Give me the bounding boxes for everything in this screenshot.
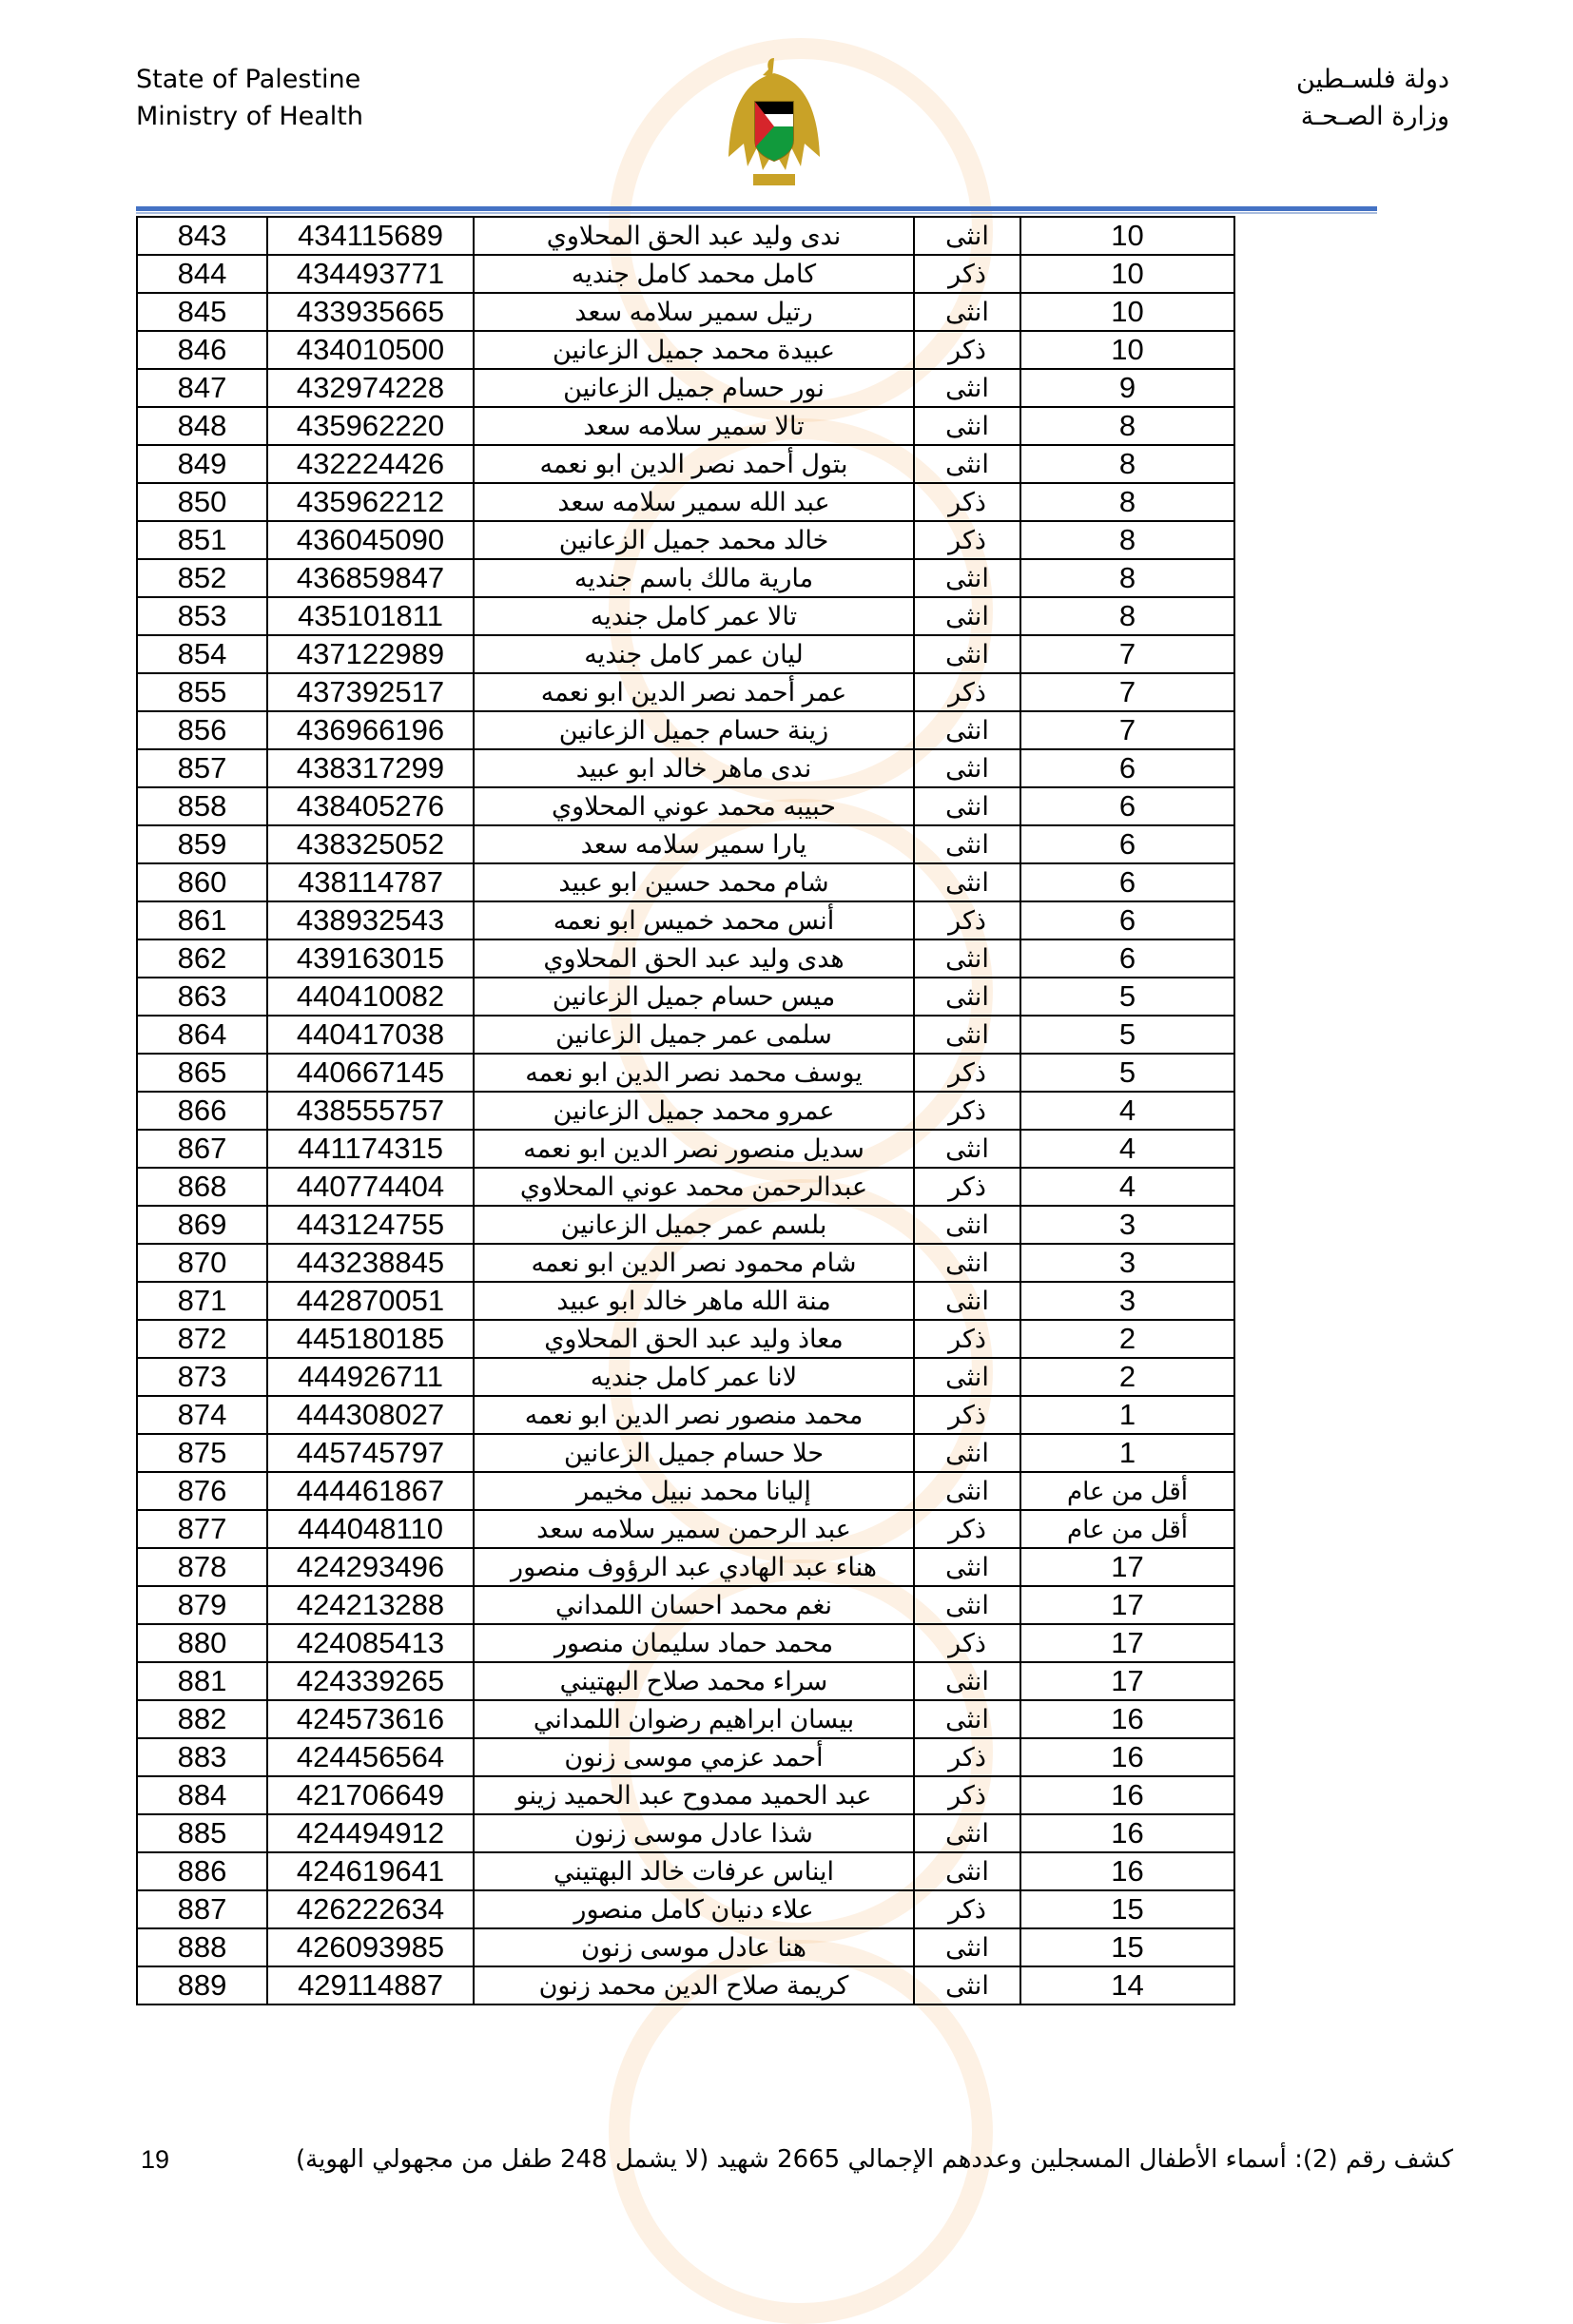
name-cell: شام محمد حسين ابو عبيد <box>474 863 914 901</box>
sex-cell: انثى <box>914 825 1020 863</box>
serial-number-cell: 863 <box>137 978 267 1016</box>
name-cell: عبد الحميد ممدوح عبد الحميد زينو <box>474 1776 914 1814</box>
age-cell: 10 <box>1020 255 1234 293</box>
table-row <box>137 901 1234 939</box>
table-row <box>137 1814 1234 1852</box>
serial-number-cell: 882 <box>137 1700 267 1738</box>
age-cell: 6 <box>1020 787 1234 825</box>
table-row <box>137 1624 1234 1662</box>
age-cell: 8 <box>1020 407 1234 445</box>
age-cell: 15 <box>1020 1928 1234 1966</box>
sex-cell: انثى <box>914 597 1020 635</box>
table-row <box>137 1700 1234 1738</box>
header-english <box>136 61 363 135</box>
table-row <box>137 1092 1234 1130</box>
id-number-cell: 438317299 <box>267 749 474 787</box>
sex-cell: انثى <box>914 939 1020 978</box>
id-number-cell: 424619641 <box>267 1852 474 1890</box>
table-row <box>137 1510 1234 1548</box>
id-number-cell: 434493771 <box>267 255 474 293</box>
name-cell: تالا سمير سلامه سعد <box>474 407 914 445</box>
name-cell: عبدالرحمن محمد عوني المحلاوي <box>474 1168 914 1206</box>
serial-number-cell: 873 <box>137 1358 267 1396</box>
sex-cell: انثى <box>914 1358 1020 1396</box>
serial-number-cell: 848 <box>137 407 267 445</box>
id-number-cell: 438932543 <box>267 901 474 939</box>
name-cell: عبد الرحمن سمير سلامه سعد <box>474 1510 914 1548</box>
serial-number-cell: 861 <box>137 901 267 939</box>
name-cell: كريمة صلاح الدين محمد زنون <box>474 1966 914 2004</box>
name-cell: تالا عمر كامل جنديه <box>474 597 914 635</box>
table-row <box>137 1130 1234 1168</box>
serial-number-cell: 855 <box>137 673 267 711</box>
name-cell: بيسان ابراهيم رضوان اللمداني <box>474 1700 914 1738</box>
serial-number-cell: 878 <box>137 1548 267 1586</box>
table-row <box>137 445 1234 483</box>
sex-cell: انثى <box>914 1852 1020 1890</box>
name-cell: بتول أحمد نصر الدين ابو نعمه <box>474 445 914 483</box>
sex-cell: ذكر <box>914 1092 1020 1130</box>
children-roster-table <box>136 216 1235 2005</box>
name-cell: هدى وليد عبد الحق المحلاوي <box>474 939 914 978</box>
name-cell: يارا سمير سلامه سعد <box>474 825 914 863</box>
roster-body <box>137 217 1234 2004</box>
table-row <box>137 331 1234 369</box>
serial-number-cell: 874 <box>137 1396 267 1434</box>
id-number-cell: 426093985 <box>267 1928 474 1966</box>
age-cell: 8 <box>1020 445 1234 483</box>
id-number-cell: 441174315 <box>267 1130 474 1168</box>
table-row <box>137 597 1234 635</box>
id-number-cell: 438405276 <box>267 787 474 825</box>
footer-note: كشف رقم (2): أسماء الأطفال المسجلين وعددهم الإجمالي 2665 شهيد (لا يشمل 248 طفل من مجهولي الهوية) <box>296 2145 1453 2174</box>
name-cell: منة الله ماهر خالد ابو عبيد <box>474 1282 914 1320</box>
name-cell: هنا عادل موسى زنون <box>474 1928 914 1966</box>
sex-cell: انثى <box>914 445 1020 483</box>
name-cell: أنس محمد خميس ابو نعمه <box>474 901 914 939</box>
id-number-cell: 429114887 <box>267 1966 474 2004</box>
sex-cell: انثى <box>914 293 1020 331</box>
sex-cell: ذكر <box>914 1396 1020 1434</box>
table-row <box>137 1890 1234 1928</box>
name-cell: شذا عادل موسى زنون <box>474 1814 914 1852</box>
age-cell: 8 <box>1020 559 1234 597</box>
table-row <box>137 1434 1234 1472</box>
age-cell: 16 <box>1020 1852 1234 1890</box>
sex-cell: انثى <box>914 1586 1020 1624</box>
sex-cell: ذكر <box>914 521 1020 559</box>
name-cell: محمد حماد سليمان منصور <box>474 1624 914 1662</box>
serial-number-cell: 859 <box>137 825 267 863</box>
serial-number-cell: 884 <box>137 1776 267 1814</box>
age-cell: 4 <box>1020 1130 1234 1168</box>
age-cell: 1 <box>1020 1434 1234 1472</box>
age-cell: 6 <box>1020 825 1234 863</box>
header-divider <box>136 206 1377 211</box>
sex-cell: انثى <box>914 1700 1020 1738</box>
name-cell: هناء عبد الهادي عبد الرؤوف منصور <box>474 1548 914 1586</box>
table-row <box>137 749 1234 787</box>
table-row <box>137 1662 1234 1700</box>
name-cell: رتيل سمير سلامه سعد <box>474 293 914 331</box>
id-number-cell: 424494912 <box>267 1814 474 1852</box>
name-cell: ندى وليد عبد الحق المحلاوي <box>474 217 914 255</box>
sex-cell: انثى <box>914 1662 1020 1700</box>
age-cell: 17 <box>1020 1662 1234 1700</box>
serial-number-cell: 853 <box>137 597 267 635</box>
page-number: 19 <box>141 2145 170 2174</box>
sex-cell: انثى <box>914 217 1020 255</box>
sex-cell: انثى <box>914 1928 1020 1966</box>
id-number-cell: 424339265 <box>267 1662 474 1700</box>
age-cell: 7 <box>1020 711 1234 749</box>
table-row <box>137 711 1234 749</box>
sex-cell: انثى <box>914 863 1020 901</box>
age-cell: 16 <box>1020 1700 1234 1738</box>
age-cell: 17 <box>1020 1586 1234 1624</box>
table-row <box>137 369 1234 407</box>
sex-cell: ذكر <box>914 1320 1020 1358</box>
header-state: State of Palestine <box>136 65 361 94</box>
id-number-cell: 437122989 <box>267 635 474 673</box>
name-cell: سديل منصور نصر الدين ابو نعمه <box>474 1130 914 1168</box>
page-footer <box>136 2145 1453 2183</box>
table-row <box>137 673 1234 711</box>
age-cell: 6 <box>1020 863 1234 901</box>
table-row <box>137 1396 1234 1434</box>
age-cell: أقل من عام <box>1020 1510 1234 1548</box>
table-row <box>137 787 1234 825</box>
age-cell: 5 <box>1020 978 1234 1016</box>
table-row <box>137 293 1234 331</box>
serial-number-cell: 852 <box>137 559 267 597</box>
table-row <box>137 1282 1234 1320</box>
sex-cell: ذكر <box>914 1624 1020 1662</box>
header-divider-shadow <box>136 212 1377 214</box>
age-cell: 9 <box>1020 369 1234 407</box>
table-row <box>137 825 1234 863</box>
id-number-cell: 436859847 <box>267 559 474 597</box>
sex-cell: انثى <box>914 1472 1020 1510</box>
serial-number-cell: 885 <box>137 1814 267 1852</box>
age-cell: 6 <box>1020 901 1234 939</box>
id-number-cell: 443238845 <box>267 1244 474 1282</box>
sex-cell: ذكر <box>914 1510 1020 1548</box>
sex-cell: انثى <box>914 711 1020 749</box>
serial-number-cell: 845 <box>137 293 267 331</box>
serial-number-cell: 868 <box>137 1168 267 1206</box>
name-cell: نغم محمد احسان اللمداني <box>474 1586 914 1624</box>
id-number-cell: 424085413 <box>267 1624 474 1662</box>
table-row <box>137 1738 1234 1776</box>
sex-cell: انثى <box>914 559 1020 597</box>
serial-number-cell: 844 <box>137 255 267 293</box>
serial-number-cell: 865 <box>137 1054 267 1092</box>
id-number-cell: 444048110 <box>267 1510 474 1548</box>
sex-cell: انثى <box>914 787 1020 825</box>
name-cell: خالد محمد جميل الزعانين <box>474 521 914 559</box>
age-cell: 8 <box>1020 521 1234 559</box>
header-arabic <box>1164 61 1449 135</box>
serial-number-cell: 876 <box>137 1472 267 1510</box>
age-cell: 4 <box>1020 1092 1234 1130</box>
name-cell: زينة حسام جميل الزعانين <box>474 711 914 749</box>
table-row <box>137 1206 1234 1244</box>
id-number-cell: 438114787 <box>267 863 474 901</box>
age-cell: 7 <box>1020 673 1234 711</box>
id-number-cell: 440410082 <box>267 978 474 1016</box>
palestine-eagle-emblem-icon <box>725 52 824 195</box>
id-number-cell: 424573616 <box>267 1700 474 1738</box>
sex-cell: انثى <box>914 1814 1020 1852</box>
header-ministry: Ministry of Health <box>136 102 363 131</box>
id-number-cell: 444461867 <box>267 1472 474 1510</box>
age-cell: 8 <box>1020 483 1234 521</box>
id-number-cell: 444926711 <box>267 1358 474 1396</box>
id-number-cell: 437392517 <box>267 673 474 711</box>
id-number-cell: 439163015 <box>267 939 474 978</box>
age-cell: 7 <box>1020 635 1234 673</box>
name-cell: يوسف محمد نصر الدين ابو نعمه <box>474 1054 914 1092</box>
serial-number-cell: 849 <box>137 445 267 483</box>
sex-cell: انثى <box>914 407 1020 445</box>
sex-cell: انثى <box>914 1548 1020 1586</box>
table-row <box>137 1168 1234 1206</box>
id-number-cell: 433935665 <box>267 293 474 331</box>
age-cell: 16 <box>1020 1738 1234 1776</box>
age-cell: 10 <box>1020 331 1234 369</box>
id-number-cell: 435962220 <box>267 407 474 445</box>
name-cell: شام محمود نصر الدين ابو نعمه <box>474 1244 914 1282</box>
sex-cell: انثى <box>914 1244 1020 1282</box>
id-number-cell: 435101811 <box>267 597 474 635</box>
name-cell: ايناس عرفات خالد البهتيني <box>474 1852 914 1890</box>
serial-number-cell: 881 <box>137 1662 267 1700</box>
sex-cell: انثى <box>914 978 1020 1016</box>
id-number-cell: 440667145 <box>267 1054 474 1092</box>
table-row <box>137 1472 1234 1510</box>
age-cell: 17 <box>1020 1548 1234 1586</box>
table-row <box>137 255 1234 293</box>
serial-number-cell: 889 <box>137 1966 267 2004</box>
table-row <box>137 863 1234 901</box>
table-row <box>137 483 1234 521</box>
id-number-cell: 443124755 <box>267 1206 474 1244</box>
sex-cell: ذكر <box>914 673 1020 711</box>
id-number-cell: 424293496 <box>267 1548 474 1586</box>
id-number-cell: 432974228 <box>267 369 474 407</box>
serial-number-cell: 871 <box>137 1282 267 1320</box>
serial-number-cell: 856 <box>137 711 267 749</box>
id-number-cell: 424213288 <box>267 1586 474 1624</box>
sex-cell: ذكر <box>914 1776 1020 1814</box>
serial-number-cell: 864 <box>137 1016 267 1054</box>
name-cell: أحمد عزمي موسى زنون <box>474 1738 914 1776</box>
serial-number-cell: 857 <box>137 749 267 787</box>
table-row <box>137 939 1234 978</box>
sex-cell: انثى <box>914 749 1020 787</box>
serial-number-cell: 887 <box>137 1890 267 1928</box>
serial-number-cell: 872 <box>137 1320 267 1358</box>
age-cell: 10 <box>1020 217 1234 255</box>
name-cell: معاذ وليد عبد الحق المحلاوي <box>474 1320 914 1358</box>
sex-cell: انثى <box>914 1130 1020 1168</box>
age-cell: 3 <box>1020 1206 1234 1244</box>
table-row <box>137 978 1234 1016</box>
table-row <box>137 1928 1234 1966</box>
table-row <box>137 1016 1234 1054</box>
id-number-cell: 442870051 <box>267 1282 474 1320</box>
name-cell: مارية مالك باسم جنديه <box>474 559 914 597</box>
serial-number-cell: 886 <box>137 1852 267 1890</box>
age-cell: 6 <box>1020 939 1234 978</box>
serial-number-cell: 869 <box>137 1206 267 1244</box>
name-cell: عبد الله سمير سلامه سعد <box>474 483 914 521</box>
age-cell: 16 <box>1020 1814 1234 1852</box>
name-cell: ليان عمر كامل جنديه <box>474 635 914 673</box>
serial-number-cell: 854 <box>137 635 267 673</box>
age-cell: 2 <box>1020 1320 1234 1358</box>
sex-cell: ذكر <box>914 483 1020 521</box>
id-number-cell: 434115689 <box>267 217 474 255</box>
age-cell: 8 <box>1020 597 1234 635</box>
name-cell: كامل محمد كامل جنديه <box>474 255 914 293</box>
sex-cell: ذكر <box>914 331 1020 369</box>
serial-number-cell: 866 <box>137 1092 267 1130</box>
table-row <box>137 1358 1234 1396</box>
name-cell: ميس حسام جميل الزعانين <box>474 978 914 1016</box>
name-cell: بلسم عمر جميل الزعانين <box>474 1206 914 1244</box>
age-cell: 3 <box>1020 1244 1234 1282</box>
age-cell: 6 <box>1020 749 1234 787</box>
sex-cell: ذكر <box>914 1054 1020 1092</box>
serial-number-cell: 851 <box>137 521 267 559</box>
sex-cell: انثى <box>914 1282 1020 1320</box>
name-cell: نور حسام جميل الزعانين <box>474 369 914 407</box>
name-cell: حبيبه محمد عوني المحلاوي <box>474 787 914 825</box>
serial-number-cell: 846 <box>137 331 267 369</box>
name-cell: عمرو محمد جميل الزعانين <box>474 1092 914 1130</box>
id-number-cell: 440417038 <box>267 1016 474 1054</box>
id-number-cell: 440774404 <box>267 1168 474 1206</box>
sex-cell: انثى <box>914 1016 1020 1054</box>
name-cell: عمر أحمد نصر الدين ابو نعمه <box>474 673 914 711</box>
name-cell: سراء محمد صلاح البهتيني <box>474 1662 914 1700</box>
table-row <box>137 1776 1234 1814</box>
id-number-cell: 434010500 <box>267 331 474 369</box>
sex-cell: انثى <box>914 369 1020 407</box>
age-cell: 10 <box>1020 293 1234 331</box>
age-cell: 17 <box>1020 1624 1234 1662</box>
id-number-cell: 436966196 <box>267 711 474 749</box>
serial-number-cell: 847 <box>137 369 267 407</box>
age-cell: أقل من عام <box>1020 1472 1234 1510</box>
age-cell: 16 <box>1020 1776 1234 1814</box>
serial-number-cell: 858 <box>137 787 267 825</box>
age-cell: 15 <box>1020 1890 1234 1928</box>
id-number-cell: 432224426 <box>267 445 474 483</box>
age-cell: 1 <box>1020 1396 1234 1434</box>
sex-cell: ذكر <box>914 901 1020 939</box>
age-cell: 4 <box>1020 1168 1234 1206</box>
serial-number-cell: 877 <box>137 1510 267 1548</box>
age-cell: 5 <box>1020 1054 1234 1092</box>
serial-number-cell: 870 <box>137 1244 267 1282</box>
table-row <box>137 217 1234 255</box>
id-number-cell: 426222634 <box>267 1890 474 1928</box>
table-row <box>137 1852 1234 1890</box>
table-row <box>137 1586 1234 1624</box>
age-cell: 3 <box>1020 1282 1234 1320</box>
table-row <box>137 1548 1234 1586</box>
serial-number-cell: 862 <box>137 939 267 978</box>
name-cell: حلا حسام جميل الزعانين <box>474 1434 914 1472</box>
serial-number-cell: 843 <box>137 217 267 255</box>
sex-cell: انثى <box>914 1434 1020 1472</box>
id-number-cell: 435962212 <box>267 483 474 521</box>
id-number-cell: 436045090 <box>267 521 474 559</box>
name-cell: علاء دنيان كامل منصور <box>474 1890 914 1928</box>
sex-cell: ذكر <box>914 1738 1020 1776</box>
sex-cell: انثى <box>914 1966 1020 2004</box>
name-cell: سلمى عمر جميل الزعانين <box>474 1016 914 1054</box>
age-cell: 14 <box>1020 1966 1234 2004</box>
table-row <box>137 1320 1234 1358</box>
sex-cell: انثى <box>914 635 1020 673</box>
serial-number-cell: 879 <box>137 1586 267 1624</box>
table-row <box>137 635 1234 673</box>
id-number-cell: 444308027 <box>267 1396 474 1434</box>
age-cell: 5 <box>1020 1016 1234 1054</box>
id-number-cell: 424456564 <box>267 1738 474 1776</box>
id-number-cell: 438555757 <box>267 1092 474 1130</box>
name-cell: عبيدة محمد جميل الزعانين <box>474 331 914 369</box>
name-cell: محمد منصور نصر الدين ابو نعمه <box>474 1396 914 1434</box>
sex-cell: انثى <box>914 1206 1020 1244</box>
table-row <box>137 1966 1234 2004</box>
age-cell: 2 <box>1020 1358 1234 1396</box>
table-row <box>137 559 1234 597</box>
name-cell: إليانا محمد نبيل مخيمر <box>474 1472 914 1510</box>
id-number-cell: 445745797 <box>267 1434 474 1472</box>
id-number-cell: 445180185 <box>267 1320 474 1358</box>
table-row <box>137 521 1234 559</box>
sex-cell: ذكر <box>914 1168 1020 1206</box>
serial-number-cell: 867 <box>137 1130 267 1168</box>
serial-number-cell: 875 <box>137 1434 267 1472</box>
serial-number-cell: 880 <box>137 1624 267 1662</box>
id-number-cell: 438325052 <box>267 825 474 863</box>
table-row <box>137 1054 1234 1092</box>
serial-number-cell: 850 <box>137 483 267 521</box>
header-state-ar: دولة فلسـطين <box>1295 65 1449 94</box>
table-row <box>137 407 1234 445</box>
sex-cell: ذكر <box>914 1890 1020 1928</box>
serial-number-cell: 860 <box>137 863 267 901</box>
serial-number-cell: 888 <box>137 1928 267 1966</box>
serial-number-cell: 883 <box>137 1738 267 1776</box>
id-number-cell: 421706649 <box>267 1776 474 1814</box>
table-row <box>137 1244 1234 1282</box>
sex-cell: ذكر <box>914 255 1020 293</box>
name-cell: ندى ماهر خالد ابو عبيد <box>474 749 914 787</box>
name-cell: لانا عمر كامل جنديه <box>474 1358 914 1396</box>
header-ministry-ar: وزارة الصـحـة <box>1300 102 1449 131</box>
